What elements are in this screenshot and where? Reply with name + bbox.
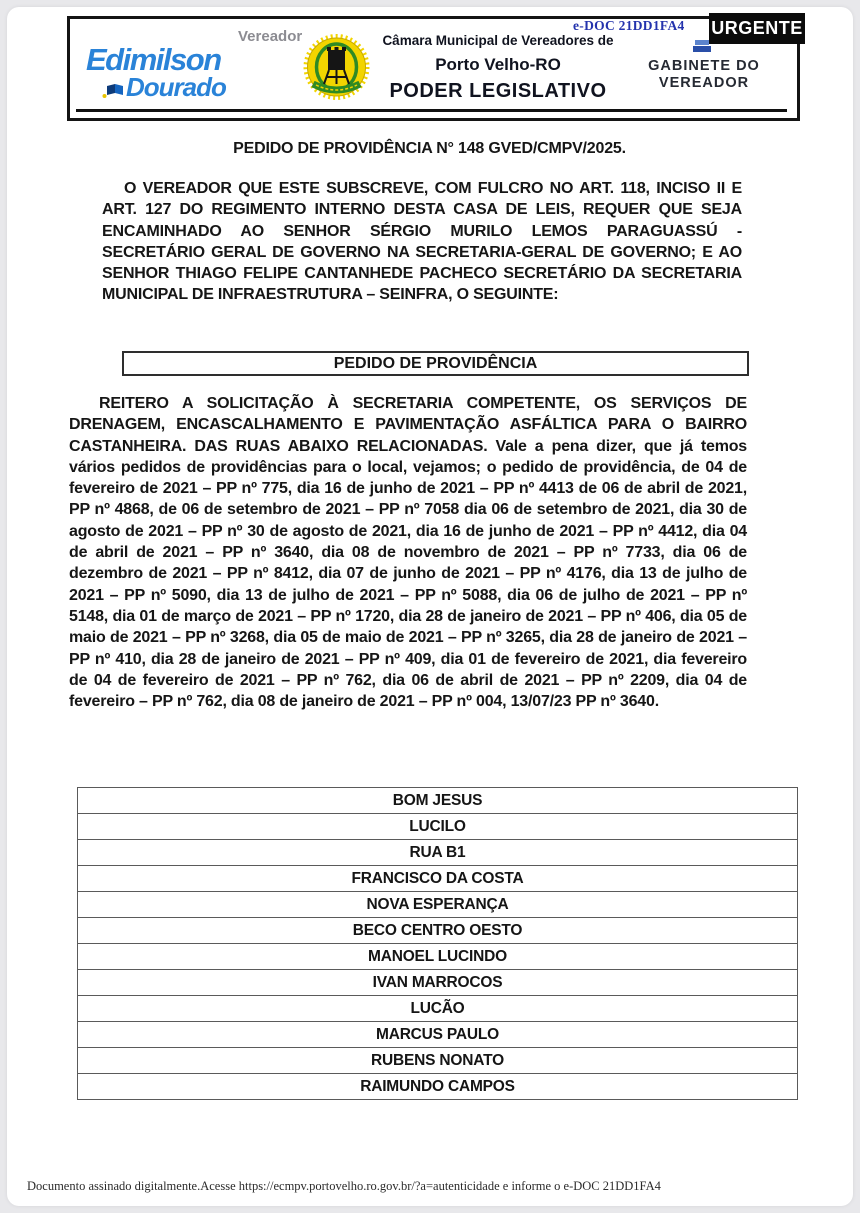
- urgente-stamp: URGENTE: [709, 13, 805, 44]
- street-row: [78, 866, 798, 892]
- street-row: [78, 788, 798, 814]
- street-row: [78, 892, 798, 918]
- street-name: BECO CENTRO OESTO: [78, 918, 798, 944]
- flag-icon: [102, 78, 124, 96]
- street-row: [78, 840, 798, 866]
- streets-table-body: [78, 788, 798, 1100]
- street-row: [78, 1048, 798, 1074]
- street-name: RUBENS NONATO: [78, 1048, 798, 1074]
- digital-signature-note: Documento assinado digitalmente.Acesse https://ecmpv.portovelho.ro.gov.br/?a=autenticidade e informe o e-DOC 21DD1FA4: [27, 1179, 661, 1193]
- street-name: BOM JESUS: [78, 788, 798, 814]
- street-row: [78, 996, 798, 1022]
- street-name: IVAN MARROCOS: [78, 970, 798, 996]
- street-name: MANOEL LUCINDO: [78, 944, 798, 970]
- street-name: RAIMUNDO CAMPOS: [78, 1074, 798, 1100]
- edoc-code: e-DOC 21DD1FA4: [573, 18, 685, 33]
- street-name: LUCILO: [78, 814, 798, 840]
- document-page: [7, 7, 853, 1206]
- gabinete-line1: GABINETE DO: [648, 58, 760, 74]
- camara-line2: Porto Velho-RO: [435, 55, 561, 74]
- camara-coat-of-arms-icon: [302, 34, 371, 103]
- street-name: LUCÃO: [78, 996, 798, 1022]
- section-title-box: [122, 351, 749, 376]
- vereador-first-name: Edimilson: [86, 42, 221, 77]
- section-title: PEDIDO DE PROVIDÊNCIA: [333, 354, 538, 372]
- street-row: [78, 1074, 798, 1100]
- gabinete-block: [618, 39, 790, 92]
- body-paragraph: REITERO A SOLICITAÇÃO À SECRETARIA COMPETENTE, OS SERVIÇOS DE DRENAGEM, ENCASCALHAMENTO E PAVIMENTAÇÃO ASFÁLTICA PARA O BAIRRO CASTANHEIRA. DAS RUAS ABAIXO RELACIONADAS. Vale a pena dizer, que já temos vários pedidos de providências para o local, vejamos; o pedido de providência, de 04 de fevereiro de 2021 – PP nº 775, dia 16 de junho de 2021 – PP nº 4413 de 06 de abril de 2021, PP nº 4868, de 06 de setembro de 2021 – PP nº 7058 dia 06 de setembro de 2021, dia 30 de agosto de 2021 – PP nº 30 de agosto de 2021, dia 16 de junho de 2021 – PP nº 4412, dia 04 de abril de 2021 – PP nº 3640, dia 08 de novembro de 2021 – PP nº 7733, dia 06 de dezembro de 2021 – PP nº 8412, dia 07 de junho de 2021 – PP nº 4176, dia 13 de julho de 2021 – PP nº 5090, dia 13 de julho de 2021 – PP nº 5088, dia 06 de julho de 2021 – PP nº 5148, dia 01 de março de 2021 – PP nº 1720, dia 28 de janeiro de 2021 – PP nº 406, dia 05 de maio de 2021 – PP nº 3268, dia 05 de maio de 2021 – PP nº 3265, dia 28 de janeiro de 2021 – PP nº 410, dia 28 de janeiro de 2021 – PP nº 409, dia 01 de fevereiro de 2021, dia fevereiro de 04 de fevereiro de 2021 – PP nº 762, dia 06 de abril de 2021 – PP nº 2209, dia 04 de fevereiro – PP nº 762, dia 08 de janeiro de 2021 – PP nº 004, 13/07/23 PP nº 3640.: [69, 395, 747, 711]
- street-row: [78, 944, 798, 970]
- street-name: NOVA ESPERANÇA: [78, 892, 798, 918]
- vereador-last-name: Dourado: [126, 72, 226, 102]
- street-name: MARCUS PAULO: [78, 1022, 798, 1048]
- street-name: FRANCISCO DA COSTA: [78, 866, 798, 892]
- street-name: RUA B1: [78, 840, 798, 866]
- streets-table: [77, 787, 798, 1100]
- street-row: [78, 970, 798, 996]
- street-row: [78, 918, 798, 944]
- intro-paragraph: O VEREADOR QUE ESTE SUBSCREVE, COM FULCRO NO ART. 118, INCISO II E ART. 127 DO REGIMENTO INTERNO DESTA CASA DE LEIS, REQUER QUE SEJA ENCAMINHADO AO SENHOR SÉRGIO MURILO LEMOS PARAGUASSÚ - SECRETÁRIO GERAL DE GOVERNO NA SECRETARIA-GERAL DE GOVERNO; E AO SENHOR THIAGO FELIPE CANTANHEDE PACHECO SECRETÁRIO DA SECRETARIA MUNICIPAL DE INFRAESTRUTURA – SEINFRA, O SEGUINTE:: [102, 180, 742, 304]
- document-title: PEDIDO DE PROVIDÊNCIA N° 148 GVED/CMPV/2025.: [233, 140, 626, 157]
- street-row: [78, 814, 798, 840]
- camara-title-block: [372, 33, 624, 102]
- gabinete-line2: VEREADOR: [658, 75, 750, 91]
- camara-line3: PODER LEGISLATIVO: [389, 80, 607, 102]
- vereador-small-label: Vereador: [238, 28, 303, 45]
- street-row: [78, 1022, 798, 1048]
- header-divider: [76, 109, 787, 112]
- camara-line1: Câmara Municipal de Vereadores de: [382, 33, 614, 48]
